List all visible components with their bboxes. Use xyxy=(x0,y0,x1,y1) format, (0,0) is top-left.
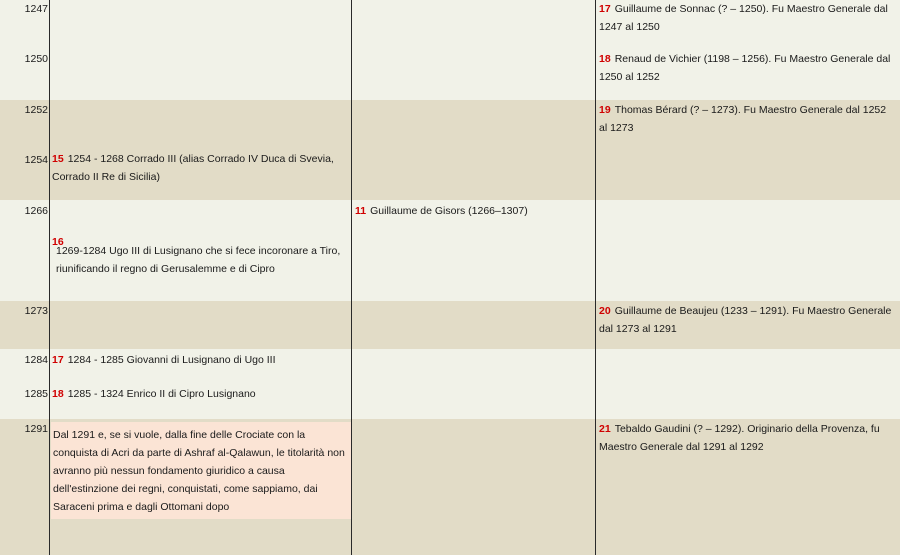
ruler-entry xyxy=(52,150,348,186)
entry-text: Guillaume de Beaujeu (1233 – 1291). Fu Maestro Generale dal 1273 al 1291 xyxy=(599,305,892,335)
year-cell: 1291 xyxy=(24,423,48,435)
grand-master-entry xyxy=(599,101,897,137)
grand-master-entry xyxy=(599,0,897,36)
year-cell: 1252 xyxy=(24,104,48,116)
entry-number: 15 xyxy=(52,153,64,165)
entry-number: 17 xyxy=(599,3,611,15)
grand-master-entry xyxy=(599,50,897,86)
entry-text: 1269-1284 Ugo III di Lusignano che si fece incoronare a Tiro, riunificando il regno di Gerusalemme e di Cipro xyxy=(56,245,341,275)
entry-number: 19 xyxy=(599,104,611,116)
entry-number: 21 xyxy=(599,423,611,435)
entry-text: Renaud de Vichier (1198 – 1256). Fu Maestro Generale dal 1250 al 1252 xyxy=(599,53,891,83)
year-cell: 1254 xyxy=(24,154,48,166)
entry-text: 1285 - 1324 Enrico II di Cipro Lusignano xyxy=(67,388,256,400)
year-cell: 1273 xyxy=(24,305,48,317)
year-cell: 1247 xyxy=(24,3,48,15)
column-divider xyxy=(351,0,352,555)
master-entry xyxy=(355,202,593,220)
ruler-entry xyxy=(56,242,350,278)
grand-master-entry xyxy=(599,302,897,338)
entry-number: 20 xyxy=(599,305,611,317)
entry-text: Guillaume de Sonnac (? – 1250). Fu Maestro Generale dal 1247 al 1250 xyxy=(599,3,888,33)
entry-text: Thomas Bérard (? – 1273). Fu Maestro Generale dal 1252 al 1273 xyxy=(599,104,887,134)
year-cell: 1285 xyxy=(24,388,48,400)
entry-number: 18 xyxy=(599,53,611,65)
entry-text: 1254 - 1268 Corrado III (alias Corrado IV Duca di Svevia, Corrado II Re di Sicilia) xyxy=(52,153,334,183)
entry-text: Guillaume de Gisors (1266–1307) xyxy=(370,205,528,217)
entry-text: Tebaldo Gaudini (? – 1292). Originario della Provenza, fu Maestro Generale dal 1291 al 1292 xyxy=(599,423,880,453)
entry-number: 16 xyxy=(52,236,64,248)
entry-text: Dal 1291 e, se si vuole, dalla fine delle Crociate con la conquista di Acri da parte di Ashraf al-Qalawun, le titolarità non avranno più nessun fondamento giuridico a causa dell'estinzione dei regni, conquistati, come sappiamo, dai Saraceni prima e dagli Ottomani dopo xyxy=(53,429,345,513)
column-divider xyxy=(595,0,596,555)
closing-note xyxy=(53,426,349,516)
ruler-entry xyxy=(52,385,348,403)
year-cell: 1284 xyxy=(24,354,48,366)
entry-number: 18 xyxy=(52,388,64,400)
entry-text: 1284 - 1285 Giovanni di Lusignano di Ugo III xyxy=(67,354,276,366)
grand-master-entry xyxy=(599,420,897,456)
column-divider xyxy=(49,0,50,555)
ruler-entry xyxy=(52,351,348,369)
entry-number: 11 xyxy=(355,205,367,217)
year-cell: 1250 xyxy=(24,53,48,65)
year-cell: 1266 xyxy=(24,205,48,217)
entry-number: 17 xyxy=(52,354,64,366)
